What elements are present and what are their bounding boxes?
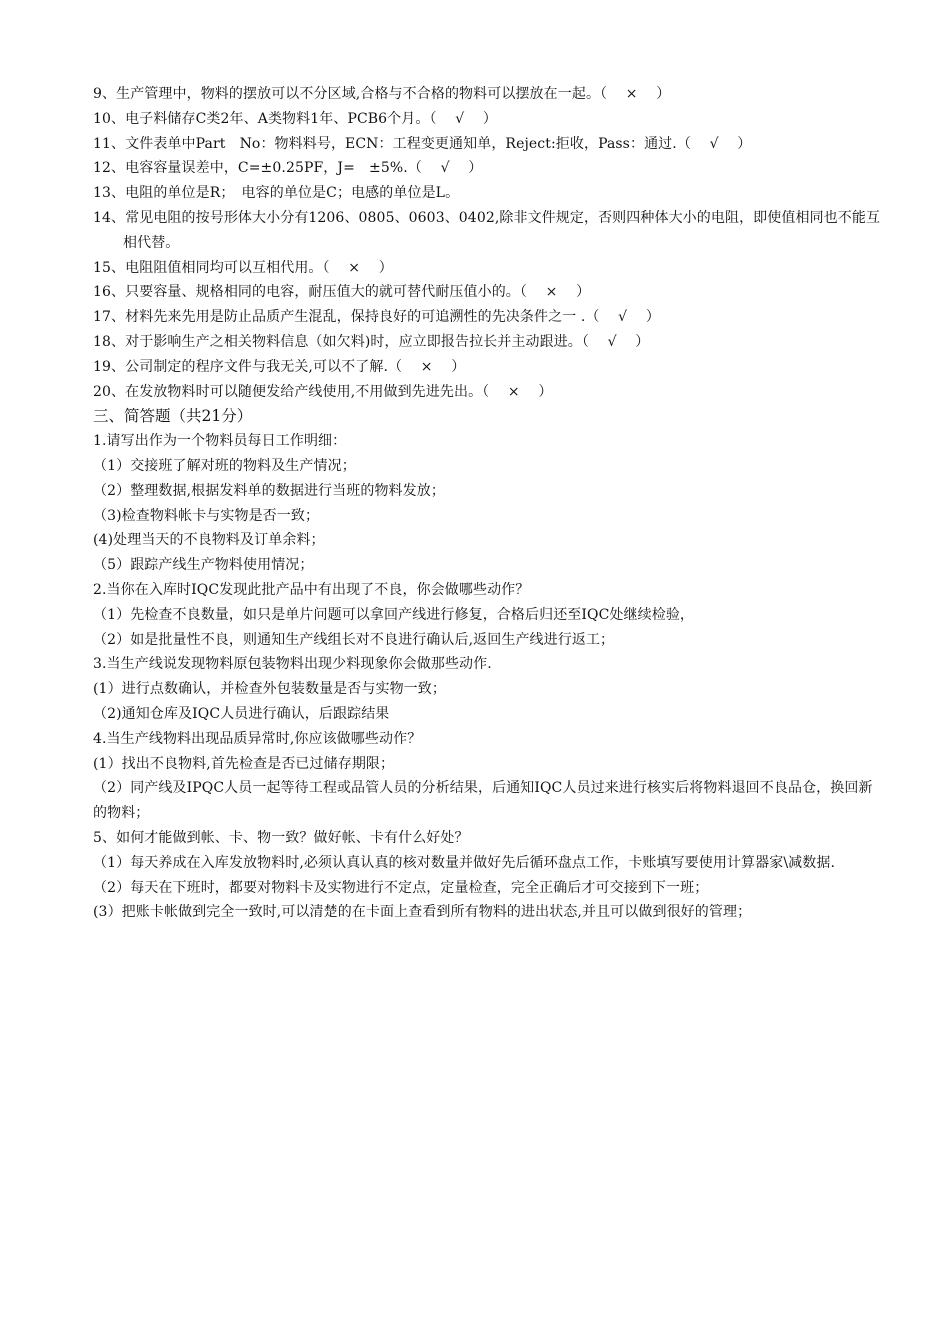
document-content xyxy=(93,82,883,925)
question-1-title: 1.请写出作为一个物料员每日工作明细： xyxy=(93,433,347,450)
question-3-answer-1: (1）进行点数确认，并检查外包装数量是否与实物一致； xyxy=(93,681,446,698)
section-3-heading: 三、简答题（共21分） xyxy=(93,407,253,426)
tf-item-14: 14、常见电阻的按号形体大小分有1206、0805、0603、0402,除非文件规定，否则四种体大小的电阻，即使值相同也不能互相代替。 xyxy=(93,209,881,251)
question-4-answer-2: （2）同产线及IPQC人员一起等待工程或品管人员的分析结果，后通知IQC人员过来进行核实后将物料退回不良品仓，换回新的物料； xyxy=(93,780,873,822)
question-2-title: 2.当你在入库时IQC发现此批产品中有出现了不良，你会做哪些动作？ xyxy=(93,581,530,598)
tf-item-10: 10、电子料储存C类2年、A类物料1年、PCB6个月。（ √ ） xyxy=(93,110,497,127)
question-3-title: 3.当生产线说发现物料原包装物料出现少料现象你会做那些动作. xyxy=(93,656,492,673)
question-5-title: 5、如何才能做到帐、卡、物一致？做好帐、卡有什么好处？ xyxy=(93,829,469,846)
question-5-answer-3: (3）把账卡帐做到完全一致时,可以清楚的在卡面上查看到所有物料的进出状态,并且可以做到很好的管理； xyxy=(93,904,752,921)
question-1-answer-3: （3)检查物料帐卡与实物是否一致； xyxy=(93,507,320,524)
question-3-answer-2: （2)通知仓库及IQC人员进行确认，后跟踪结果 xyxy=(93,705,390,722)
question-4-answer-1: (1）找出不良物料,首先检查是否已过储存期限； xyxy=(93,755,395,772)
tf-item-17: 17、材料先来先用是防止品质产生混乱，保持良好的可追溯性的先决条件之一 .（ √ ） xyxy=(93,309,660,326)
tf-item-11: 11、文件表单中Part No：物料料号，ECN：工程变更通知单，Reject:拒收，Pass：通过.（ √ ） xyxy=(93,135,752,152)
tf-item-20: 20、在发放物料时可以随便发给产线使用,不用做到先进先出。（ × ） xyxy=(93,383,553,400)
tf-item-9: 9、生产管理中，物料的摆放可以不分区域,合格与不合格的物料可以摆放在一起。（ × ） xyxy=(93,86,671,102)
tf-item-15: 15、电阻阻值相同均可以互相代用。（ × ） xyxy=(93,259,393,276)
question-1-answer-1: （1）交接班了解对班的物料及生产情况； xyxy=(93,457,356,474)
tf-item-12: 12、电容容量误差中，C=±0.25PF，J= ±5%.（ √ ） xyxy=(93,160,483,177)
question-2-answer-2: （2）如是批量性不良，则通知生产线组长对不良进行确认后,返回生产线进行返工； xyxy=(93,631,615,648)
tf-item-13: 13、电阻的单位是R； 电容的单位是C；电感的单位是L。 xyxy=(93,185,460,202)
question-5-answer-2: （2）每天在下班时，都要对物料卡及实物进行不定点，定量检查，完全正确后才可交接到下一班； xyxy=(93,879,709,896)
tf-item-19: 19、公司制定的程序文件与我无关,可以不了解.（ × ） xyxy=(93,358,466,375)
question-1-answer-2: （2）整理数据,根据发料单的数据进行当班的物料发放； xyxy=(93,482,445,499)
question-2-answer-1: （1）先检查不良数量，如只是单片问题可以拿回产线进行修复，合格后归还至IQC处继续检验， xyxy=(93,606,695,623)
question-1-answer-4: (4)处理当天的不良物料及订单余料； xyxy=(93,532,325,549)
question-5-answer-1: （1）每天养成在入库发放物料时,必须认真认真的核对数量并做好先后循环盘点工作，卡账填写要使用计算器家\减数据. xyxy=(93,854,836,871)
question-1-answer-5: （5）跟踪产线生产物料使用情况； xyxy=(93,557,314,574)
question-4-title: 4.当生产线物料出现品质异常时,你应该做哪些动作？ xyxy=(93,730,422,747)
tf-item-16: 16、只要容量、规格相同的电容，耐压值大的就可替代耐压值小的。（ × ） xyxy=(93,284,591,301)
tf-item-18: 18、对于影响生产之相关物料信息（如欠料)时，应立即报告拉长并主动跟进。（ √ ） xyxy=(93,333,650,350)
